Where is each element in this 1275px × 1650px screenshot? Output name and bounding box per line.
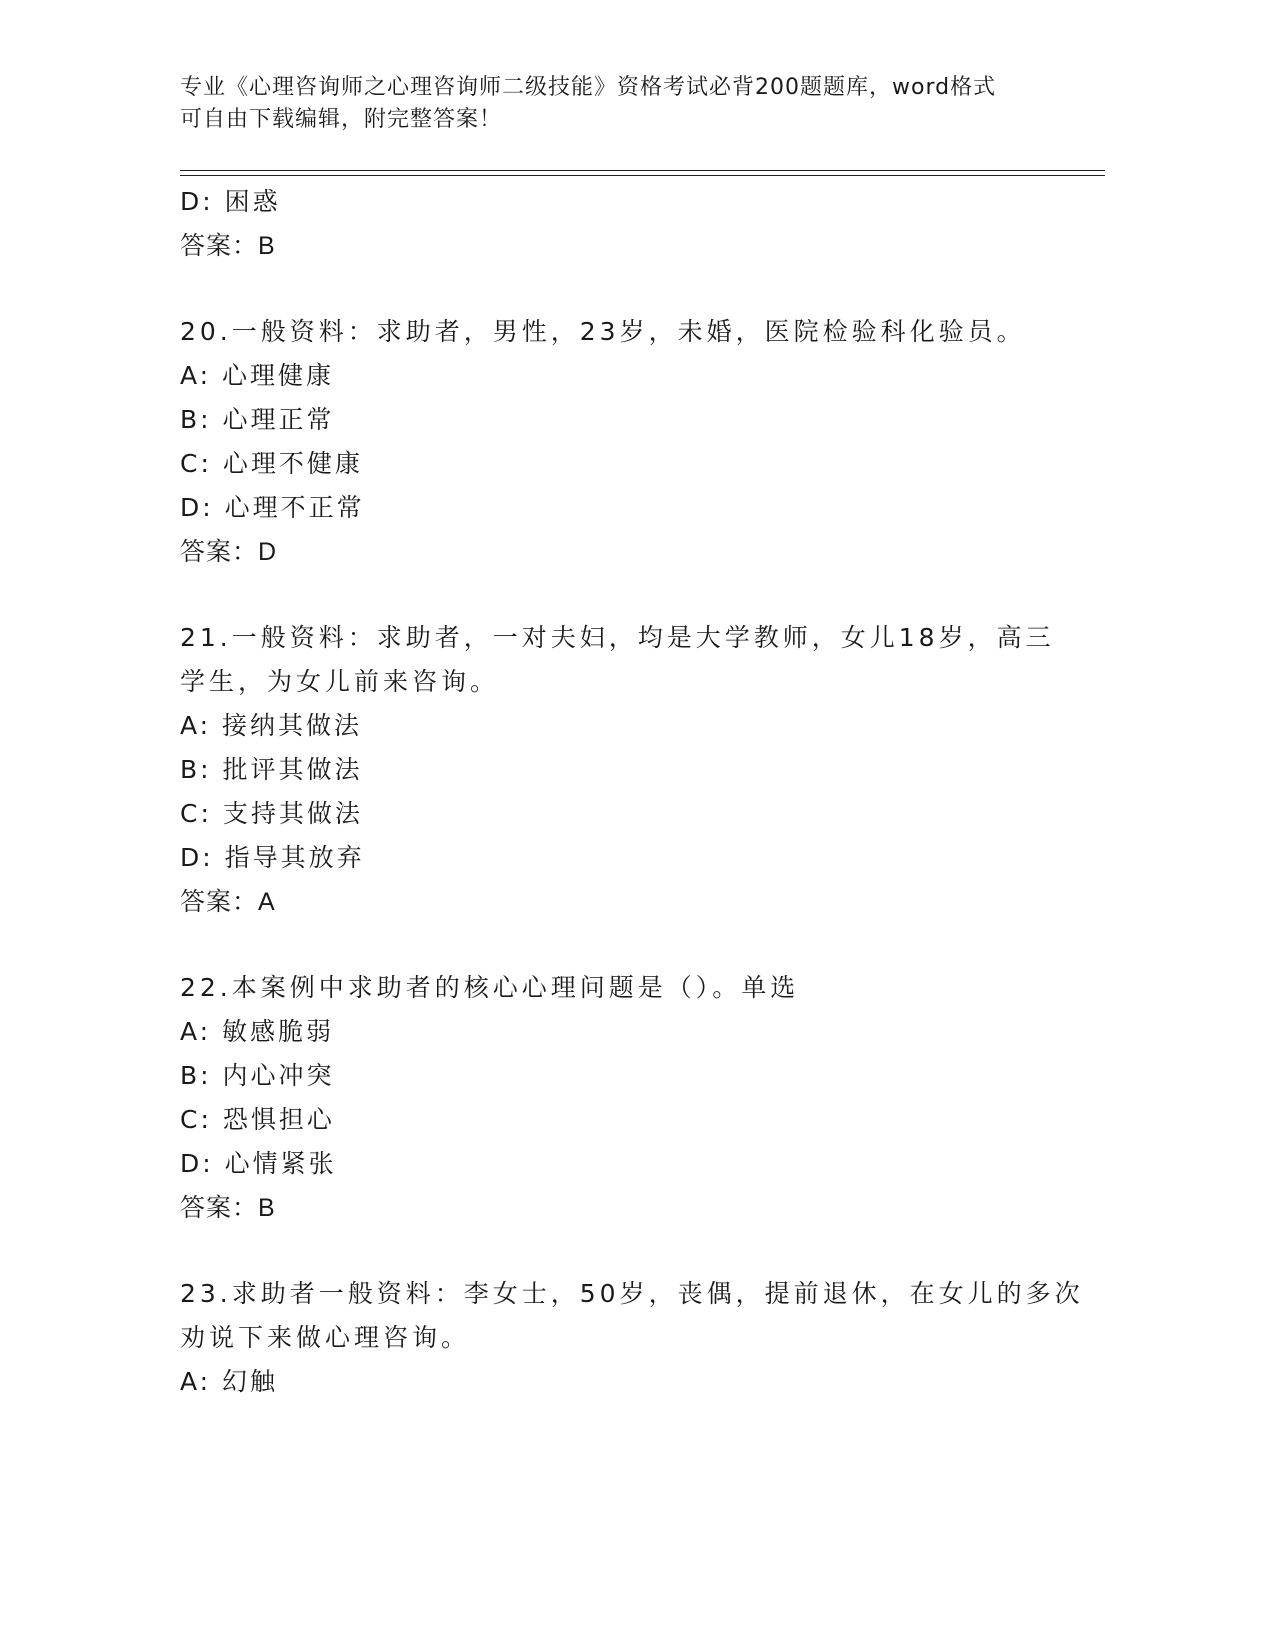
question-block [180,966,1060,1230]
question-stem-line: 23.求助者一般资料：李女士，50岁，丧偶，提前退休，在女儿的多次 [180,1279,1084,1308]
answer-line: 答案：D [180,538,278,566]
option-line: A: 心理健康 [180,361,335,390]
header-rule-bottom [180,175,1105,176]
question-stem-line: 学生，为女儿前来咨询。 [180,667,500,696]
question-list [180,268,1084,1404]
question-stem-line: 22.本案例中求助者的核心心理问题是（）。单选 [180,973,800,1002]
question-spacer [180,268,1060,310]
option-line: A: 幻触 [180,1367,279,1396]
question-block [180,310,1060,574]
question-block [180,1272,1084,1404]
option-line: B: 内心冲突 [180,1061,335,1090]
answer-line: 答案：A [180,888,276,916]
option-line: A: 敏感脆弱 [180,1017,335,1046]
answer-line: 答案：B [180,232,276,260]
header-line-1: 专业《心理咨询师之心理咨询师二级技能》资格考试必背200题题库，word格式 [180,75,997,100]
document-header [180,72,1060,136]
option-line: B: 批评其做法 [180,755,363,784]
answer-line: 答案：B [180,1194,276,1222]
question-fragment-19 [180,180,1060,268]
option-line: C: 恐惧担心 [180,1105,335,1134]
question-stem-line: 劝说下来做心理咨询。 [180,1323,471,1352]
question-stem-line: 20.一般资料：求助者，男性，23岁，未婚，医院检验科化验员。 [180,317,1026,346]
question-spacer [180,924,1060,966]
question-spacer [180,574,1060,616]
option-line: C: 心理不健康 [180,449,363,478]
option-line: C: 支持其做法 [180,799,363,828]
option-line: B: 心理正常 [180,405,335,434]
option-line: A: 接纳其做法 [180,711,363,740]
document-body [180,180,1084,1404]
header-line-2: 可自由下载编辑，附完整答案！ [180,107,503,132]
header-rule-top [180,170,1105,171]
option-line: D: 心理不正常 [180,493,365,522]
option-line: D: 指导其放弃 [180,843,365,872]
question-stem-line: 21.一般资料：求助者，一对夫妇，均是大学教师，女儿18岁，高三 [180,623,1055,652]
option-d: D: 困惑 [180,187,281,216]
question-block [180,616,1060,924]
option-line: D: 心情紧张 [180,1149,337,1178]
question-spacer [180,1230,1060,1272]
